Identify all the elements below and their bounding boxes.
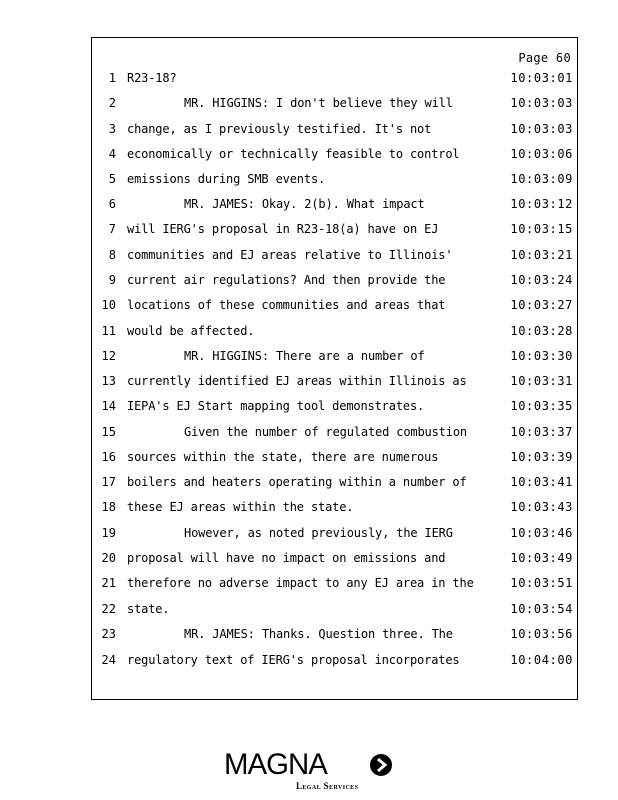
line-timestamp: 10:03:49 xyxy=(510,551,573,565)
chevron-right-circle-icon xyxy=(369,753,393,777)
line-timestamp: 10:03:01 xyxy=(510,71,573,85)
transcript-line xyxy=(92,372,577,390)
line-timestamp: 10:03:06 xyxy=(510,147,573,161)
line-timestamp: 10:03:27 xyxy=(510,298,573,312)
line-timestamp: 10:03:39 xyxy=(510,450,573,464)
line-number: 5 xyxy=(108,172,116,186)
line-number: 8 xyxy=(108,248,116,262)
line-text: sources within the state, there are numerous xyxy=(127,450,439,464)
transcript-line xyxy=(92,271,577,289)
line-timestamp: 10:03:46 xyxy=(510,526,573,540)
transcript-line xyxy=(92,397,577,415)
transcript-line xyxy=(92,498,577,516)
line-timestamp: 10:03:51 xyxy=(510,576,573,590)
line-number: 10 xyxy=(101,298,116,312)
line-number: 12 xyxy=(101,349,116,363)
line-timestamp: 10:03:56 xyxy=(510,627,573,641)
transcript-line xyxy=(92,473,577,491)
line-text: MR. HIGGINS: There are a number of xyxy=(184,349,425,363)
line-text: these EJ areas within the state. xyxy=(127,500,354,514)
transcript-line xyxy=(92,347,577,365)
transcript-line xyxy=(92,246,577,264)
line-text: However, as noted previously, the IERG xyxy=(184,526,453,540)
transcript-line xyxy=(92,94,577,112)
line-timestamp: 10:03:35 xyxy=(510,399,573,413)
line-timestamp: 10:03:03 xyxy=(510,96,573,110)
line-number: 2 xyxy=(108,96,116,110)
line-text: R23-18? xyxy=(127,71,177,85)
line-text: current air regulations? And then provide the xyxy=(127,273,446,287)
line-number: 11 xyxy=(101,324,116,338)
line-timestamp: 10:03:37 xyxy=(510,425,573,439)
line-text: proposal will have no impact on emissions and xyxy=(127,551,446,565)
line-timestamp: 10:03:03 xyxy=(510,122,573,136)
line-text: change, as I previously testified. It's not xyxy=(127,122,432,136)
line-text: MR. JAMES: Thanks. Question three. The xyxy=(184,627,453,641)
line-number: 22 xyxy=(101,602,116,616)
transcript-line xyxy=(92,549,577,567)
line-text: state. xyxy=(127,602,170,616)
line-number: 6 xyxy=(108,197,116,211)
line-timestamp: 10:03:28 xyxy=(510,324,573,338)
line-number: 9 xyxy=(108,273,116,287)
line-number: 1 xyxy=(108,71,116,85)
transcript-line xyxy=(92,448,577,466)
transcript-page xyxy=(91,37,578,700)
line-number: 23 xyxy=(101,627,116,641)
transcript-line xyxy=(92,625,577,643)
transcript-line xyxy=(92,322,577,340)
line-number: 16 xyxy=(101,450,116,464)
line-number: 13 xyxy=(101,374,116,388)
line-number: 15 xyxy=(101,425,116,439)
line-timestamp: 10:03:43 xyxy=(510,500,573,514)
line-number: 18 xyxy=(101,500,116,514)
line-timestamp: 10:04:00 xyxy=(510,653,573,667)
line-text: IEPA's EJ Start mapping tool demonstrates. xyxy=(127,399,425,413)
line-text: economically or technically feasible to control xyxy=(127,147,460,161)
line-number: 14 xyxy=(101,399,116,413)
line-number: 20 xyxy=(101,551,116,565)
line-text: communities and EJ areas relative to Illinois' xyxy=(127,248,453,262)
transcript-line xyxy=(92,296,577,314)
transcript-line xyxy=(92,651,577,669)
line-text: MR. JAMES: Okay. 2(b). What impact xyxy=(184,197,425,211)
line-timestamp: 10:03:12 xyxy=(510,197,573,211)
line-timestamp: 10:03:09 xyxy=(510,172,573,186)
line-number: 19 xyxy=(101,526,116,540)
line-timestamp: 10:03:30 xyxy=(510,349,573,363)
line-text: therefore no adverse impact to any EJ area in the xyxy=(127,576,474,590)
line-timestamp: 10:03:21 xyxy=(510,248,573,262)
page-number: Page 60 xyxy=(518,51,571,65)
line-timestamp: 10:03:31 xyxy=(510,374,573,388)
line-number: 4 xyxy=(108,147,116,161)
line-number: 17 xyxy=(101,475,116,489)
line-text: MR. HIGGINS: I don't believe they will xyxy=(184,96,453,110)
line-number: 3 xyxy=(108,122,116,136)
transcript-line xyxy=(92,195,577,213)
transcript-line xyxy=(92,145,577,163)
line-text: Given the number of regulated combustion xyxy=(184,425,467,439)
transcript-line xyxy=(92,574,577,592)
logo-wordmark: MAGNA xyxy=(224,748,327,781)
line-text: locations of these communities and areas that xyxy=(127,298,446,312)
line-number: 7 xyxy=(108,222,116,236)
transcript-line xyxy=(92,600,577,618)
line-timestamp: 10:03:24 xyxy=(510,273,573,287)
line-text: would be affected. xyxy=(127,324,255,338)
line-timestamp: 10:03:15 xyxy=(510,222,573,236)
line-timestamp: 10:03:54 xyxy=(510,602,573,616)
line-number: 24 xyxy=(101,653,116,667)
line-timestamp: 10:03:41 xyxy=(510,475,573,489)
line-text: emissions during SMB events. xyxy=(127,172,326,186)
transcript-line xyxy=(92,524,577,542)
line-text: will IERG's proposal in R23-18(a) have on EJ xyxy=(127,222,439,236)
line-number: 21 xyxy=(101,576,116,590)
line-text: boilers and heaters operating within a number of xyxy=(127,475,467,489)
transcript-line xyxy=(92,120,577,138)
transcript-line xyxy=(92,220,577,238)
line-text: regulatory text of IERG's proposal incorporates xyxy=(127,653,460,667)
transcript-line xyxy=(92,170,577,188)
transcript-line xyxy=(92,423,577,441)
line-text: currently identified EJ areas within Illinois as xyxy=(127,374,467,388)
transcript-line xyxy=(92,69,577,87)
logo-tagline: Legal Services xyxy=(296,781,359,791)
magna-logo xyxy=(224,748,399,792)
